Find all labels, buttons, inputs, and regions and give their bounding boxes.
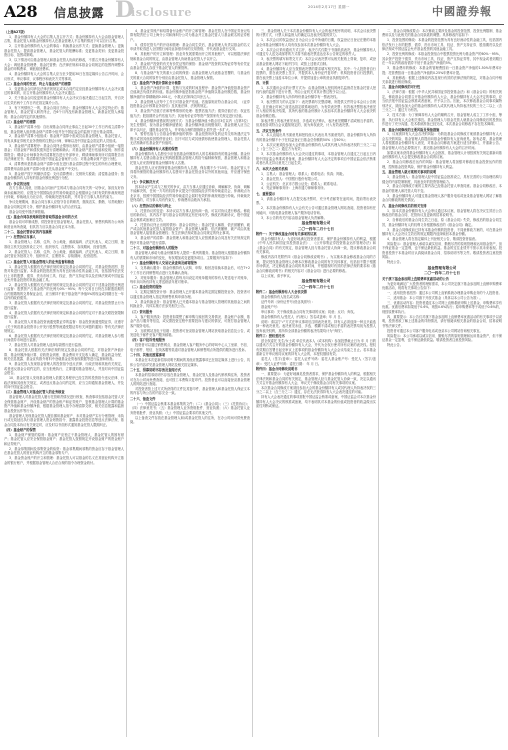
paragraph: 1、法律方面：根据《中华人民共和国证券投资基金法》和《基金合同》的相关规定，修改基金合同需召开基金份额持有人大会，基金份额持有人大会决定的事项，应当依法报中国证监会核准或者备案，并予以公告。因此，本次修改基金合同事项属特别决议，须经参加大会的基金份额持有人或其代理人所持表决权的三分之二以上（含三分之二）通过方为有效。 [382, 90, 502, 113]
paragraph: 基金账户号： [261, 304, 281, 309]
paragraph: 基金份额持有人：为更好地满足投资者需求，保护基金份额持有人的利益，根据《中华人民共和国证券投资基金法》、《公开募集证券投资基金运作管理办法》和《基金合同》的有关规定，基金管理人经与基金托管人协商一致，提议修改基金合同有关事项。 [256, 236, 376, 255]
paragraph: 3、基金资金账户的开立和管理：基金托管人可以基金的名义在其营业机构开立基金的银行账户，并根据基金管理人合法合规的指令办理资金收付。 [4, 456, 124, 465]
paragraph: 2、基金合同修改后运作的风险：基金管理人将加强对修改后基金投资运作的管理，控制基金投资风险，保护基金份额持有人利益。 [382, 160, 502, 169]
paragraph: 2、投资比例的修改：本基金投资组合中股票投资比例为基金资产的60%－95%，其余资产投资于债券、货币市场工具、权证、资产支持证券等，其中现金或者到期日在一年以内的政府债券不低于基金资产净值的5%。 [382, 52, 502, 66]
section-heading: （六）基金份额持有人名册的保管 [130, 146, 178, 151]
paragraph: 8、基金托管人根据有关法律法规的规定及基金合同的约定，对基金资产净值计算、基金份额净值计算、应收资金到账、基金费用开支及收入确定、基金收益分配、相关信息披露、基金宣传推介材料中登载基金业绩表现数据等进行监督和核查。 [4, 348, 124, 362]
paragraph: 2、基金财产清算小组组成：基金财产清算小组成员由基金管理人、基金托管人、具有从事证券相关业务资格的注册会计师、律师以及中国证监会指定的人员组成。 [4, 134, 124, 143]
section-heading: 二十六、备查文件 [130, 396, 156, 401]
section-title-en-initial: D [115, 0, 135, 23]
signature-line: 基金管理有限公司 [301, 279, 331, 284]
paragraph: 基金份额持有人名册至少应包括基金份额持有人的名称和持有的基金份额。基金份额持有人名册由基金登记机构根据基金管理人的指令编制和保管，基金管理人和基金托管人应妥善保管基金份额持有人名册。 [130, 151, 250, 165]
paragraph: 基金合同受中国法律管辖。 [9, 209, 48, 214]
paragraph: 四、重要提示：本公告仅对旗下基金参加网上直销费率优惠活动的有关事项予以说明，投资者欲了解上述基金的详细情况，请仔细阅读相关基金的基金合同、招募说明书等法律文件。 [382, 314, 502, 328]
paragraph: 3、基金份额持有人可通过基金管理人客户服务电话或登录基金管理人网站了解基金合同修改的相关情况。 [382, 193, 502, 203]
paragraph: 6、其他账户的开立和管理：因业务发展需要而开立的其他账户，可以根据法律法规和基金合同的规定，由基金管理人协助基金托管人予以开立。 [130, 52, 250, 61]
section-heading: 六、本次大会相关机构 [256, 166, 288, 171]
paragraph: 一、适用投资者范围：通过本公司网上直销系统办理基金申购业务的个人投资者。 [387, 290, 502, 295]
paragraph: 4、基金证券账户和结算备付金账户的开立和管理：基金托管人在中国证券登记结算有限责任公司上海分公司和深圳分公司为基金开立基金托管人与基金联名的证券账户。 [130, 29, 250, 42]
paragraph: 3、基金资产估值方法和特殊情形的处理：股票估值方法；债券估值方法；权证估值方法；股指期货合约估值方法；其他有价证券等资产按国家有关规定进行估值。 [130, 109, 250, 118]
paragraph: 4、基金管理人将在指定媒体上刊登相关公告，敬请投资者留意。 [387, 236, 479, 241]
page-header [0, 0, 508, 26]
paragraph: 二、基金合同修改要点：本次修改主要涉及基金的投资范围、投资比例限制、基金费用以及与此相关的基金合同条款的调整。具体修改内容如下： [382, 29, 502, 38]
section-heading: （二）基金托管人对基金管理人的业务监督和核查 [4, 259, 75, 264]
section-heading: （上接A27版） [4, 30, 27, 34]
paragraph: 2、基金合同修改方案的主要内容已经基金托管人审查同意。基金合同修改后，本基金的管理人和托管人均不变。 [382, 184, 502, 193]
paragraph: 风险提示：基金管理人承诺以诚实信用、勤勉尽责的原则管理和运用基金资产，但不保证基金一定盈利，也不保证最低收益。基金的过往业绩并不预示其未来表现。投资者投资于本基金时应认真阅读基金合同、招募说明书等文件。敬请投资者注意投资风险。 [382, 241, 502, 260]
section-heading: 四、计票 [256, 80, 269, 85]
paragraph: 特此公告。 [387, 260, 403, 265]
section-heading: （四）客户投诉受理服务 [130, 338, 166, 343]
paragraph: 2、基金募集期间及募集资金的验资：基金募集期间募集的资金应存于基金管理人在基金托管人的营业机构开立的基金募集专户。 [4, 446, 124, 456]
paragraph: 如表决票上的表决意见未选、多选或无法辨认、表决意见模糊不清或相互矛盾的，但其他各项符合会议通知规定的，视为弃权表决，计入有效表决票。 [256, 118, 376, 128]
paragraph: 三、优惠活动内容：投资者通过本公司网上直销系统申购上述基金，申购费率享有优惠。优惠后费率如果低于0.6%，则按0.6%执行；原申购费率等于或低于0.6%的，则按原费率执行。 [382, 300, 502, 314]
paragraph: 投资者可以通过销售网点、基金管理人客户服务中心的呼叫中心人工坐席、书信、电子邮件、短信、在线客服等渠道对基金管理人和销售网点所提供的服务进行投诉。 [130, 343, 250, 352]
paragraph: 审议事项：关于修改基金合同有关事项的议案；同意；反对；弃权。 [261, 309, 357, 314]
paragraph: 基金合同可印制成册，供投资者在基金管理人、基金托管人、销售机构的办公场所和营业场所查阅，但其效力应以基金合同正本为准。 [4, 220, 124, 229]
section-heading: 二十三、对基金份额持有人的服务 [130, 246, 178, 251]
paragraph: 基金托管人应妥善保管基金份额持有人名册，保存期不少于15年。基金托管人不得将所保管的基金份额持有人名册用于基金托管业务以外的其他用途，并应遵守保密义务。 [130, 165, 250, 179]
paragraph: 2、互联网站及电子信箱：投资者可登录基金管理人网站获取基金信息及公告，或发送电子邮件至客户服务邮箱。 [130, 328, 250, 337]
section-heading: （四）争议的处理 [4, 181, 30, 186]
paragraph: 2、召开基金份额持有人大会的事由：转换基金运作方式；更换基金管理人；更换基金托管人；提高基金管理人、基金托管人的报酬标准；变更基金类别；变更基金投资目标、范围或策略。 [4, 44, 124, 58]
paragraph: 因本协议产生或与之相关的争议，双方当事人应通过协商、调解解决，协商、调解不能解决的，任何一方均有权将争议提交中国国际经济贸易仲裁委员会，仲裁地点为北京市，按照中国国际经济贸易仲裁委员会届时有效的仲裁规则进行仲裁。仲裁裁决是终局的，对当事人均有约束力，仲裁费用由败诉方承担。 [130, 184, 250, 203]
paragraph: 1、基金财产清算小组：自出现基金合同终止事由之日起30个工作日内成立清算小组，基金管理人组织基金财产清算小组并在中国证监会的监督下进行基金清算。 [4, 125, 124, 134]
paragraph: 特此公告。 [387, 342, 403, 347]
paragraph: 8、与基金财产有关的重大合同的保管：由基金管理人代表基金签署的、与基金有关的重大合同的原件分别应由基金托管人、基金管理人保管。 [130, 71, 250, 80]
paragraph: 1、托管协议的变更：本协议双方当事人经协商一致，可以对协议进行修改。修改后的新协议，其内容不得与基金合同的规定有任何冲突。修改后的新协议，报中国证监会核准或备案后生效。 [130, 208, 250, 222]
paragraph: 1、基金财产保管的原则：基金财产应独立于基金管理人、基金托管人的固有财产；基金托管人应安全保管基金财产；基金托管人按照规定开设基金财产的资金账户和证券账户。 [4, 433, 124, 446]
text-column-3 [256, 29, 376, 740]
paragraph: 1、议案被持有人大会否决的风险：为防范基金合同修改方案被基金份额持有人大会否决的风险，基金管理人将提前向基金份额持有人征询意见。如有必要，基金管理人将根据基金份额持有人意见，对基金合同修改方案进行适当的修订，并重新公告。基金管理人可在必要情况下，推迟基金份额持有人大会的召开时间。 [382, 132, 502, 150]
signature-line: 基金管理有限公司 [427, 265, 457, 270]
paragraph: 2、技术方面：为了保障持有人大会的顺利召开，基金管理人成立了工作小组，筹备、执行持有人大会相关事宜。基金管理人与基金托管人就基金合同修改后的投资运作进行了充分沟通，技术系统准备已经完成，本次基金合同修改不存在技术障碍。 [382, 113, 502, 127]
paragraph: （一）中国证监会核准本基金募集的文件；（二）《基金合同》；（三）《托管协议》；（四）法律意见书；（五）基金管理人业务资格批件、营业执照；（六）基金托管人业务资格批件、营业执照；（七）中国证监会要求的其他文件。 [130, 401, 250, 415]
paragraph: 2、本次会议采用通讯方式召开，表决方式仅限于书面纸质表决，基金份额持有人可通过专人送交或邮寄的方式将书面表决票送达至本公告规定的收件人。 [256, 47, 376, 57]
paragraph: 1、交易确认服务：基金份额持有人认购、申购、赎回及转换本基金后，可在T+2个工作日后到销售网点进行交易确认查询。 [130, 266, 250, 275]
section-heading: 附件四：基金合同修改说明书 [256, 367, 298, 372]
paragraph: 1、基金托管人根据有关法律法规的规定及基金合同的约定，对基金投资范围、投资对象进行监督。本基金的投资范围为具有良好流动性的金融工具，包括国内依法发行上市的股票、债券、货币市场工具、权证、资产支持证券以及法律法规或中国证监会允许基金投资的其他金融工具。 [4, 264, 124, 283]
text-column-1 [4, 29, 124, 740]
paragraph: 对投资者按上述方式所获得的文件及其复印件，基金管理人和基金托管人保证文本的内容与所公告的内容完全一致。 [130, 386, 250, 396]
paragraph: 3、基金托管人根据有关法律法规的规定及基金合同的约定，对基金投资禁止行为进行监督。 [4, 301, 124, 310]
section-heading: （一）托管协议当事人 [4, 235, 36, 240]
paragraph: 2、基金托管人：中国银行股份有限公司。 [261, 176, 321, 181]
paragraph: 2、本次基金份额持有人大会有关公告可通过基金管理人网站查阅，投资者如有任何疑问，可致电基金管理人客户服务电话咨询。 [256, 206, 376, 215]
section-heading: 四、基金合同修改的主要风险及预备措施 [382, 127, 440, 132]
section-heading: 五、决议生效条件 [256, 128, 282, 133]
paragraph: 4、见证律师事务所：上海市通力律师事务所。 [261, 186, 327, 191]
paragraph: 本次基金合同修改方案须经参加大会的基金份额持有人或其代理人所持表决权的三分之二以上（含三分之二）通过，存在无法获得持有人大会表决通过的可能。 [256, 386, 376, 395]
paragraph: 3、有下列情形之一的，基金合同应当终止：基金份额持有人大会决定终止的；基金管理人、基金托管人职责终止，在6个月内没有新基金管理人、新基金托管人承接的；基金合同约定的其他情形。 [4, 105, 124, 119]
paragraph: 1、基金资产净值的计算、复核与完成的时间及程序：基金资产净值是指基金资产总值减去负债后的价值。基金份额净值是指基金资产净值除以基金份额总数，基金份额净值的计算精确到0.001元，小数点后第四位四舍五入。 [130, 85, 250, 99]
section-heading: （八）托管协议的修改与终止 [130, 203, 172, 208]
section-heading: （五）基金资产净值计算和会计核算 [130, 80, 181, 85]
paragraph: 7、基金托管人对基金管理人选择存款银行进行监督。 [9, 343, 85, 348]
paragraph: 2、关于基金合同变更的基金份额持有人大会决议自表决通过之日起生效，并自决议生效后两个工作日内在指定媒介公告。 [4, 96, 124, 105]
section-heading: （七）争议解决方式 [130, 180, 159, 184]
paragraph: 1、基金管理人：基金管理人经中国证监会批准设立，具有完善的公司治理结构与健全的内部控制制度，具备良好的投资管理能力。 [382, 175, 502, 184]
paragraph: 3、表决票效力的认定如下：表决票填写完整清晰，所提供文件符合本会议公告规定，且在截止时间之前送达指定联系地址的，为有效表决票；有效表决票按表决意见计入相应的表决结果，其所代表的基金份额计入参加本次基金份额持有人大会表决的基金份额总数。 [256, 100, 376, 118]
section-heading: 二十二、基金托管协议的内容摘要 [4, 230, 52, 235]
paragraph: 争议处理期间，基金合同当事人应恪守各自的职责，继续忠实、勤勉、尽责地履行基金合同规定的义务，维护基金份额持有人的合法权益。 [4, 200, 124, 209]
paragraph: 5、基金托管人对基金投资流通受限证券的监督：基金投资流通受限证券，应遵守《关于规范基金投资非公开发行股票等流通受限证券有关问题的通知》等有关法律法规规定。 [4, 320, 124, 334]
paragraph: 3、以下情况可由基金管理人和基金托管人协商后修改，不需召开基金份额持有人大会：调低基金管理费、基金托管费；在法律法规和本基金合同规定的范围内调整本基金的申购费率、调低赎回费率。 [4, 58, 124, 72]
paragraph: 1、本人直接出具书面意见和授权他人代表出具书面意见的，基金份额持有人所持有的基金份额不小于在权益登记日基金总份额的50%（含50%）； [256, 133, 376, 142]
paragraph: 以上备查文件存放在基金管理人和/或基金托管人的住所，在办公时间可供免费查阅。 [130, 415, 250, 425]
paragraph: 6、基金托管人根据有关法律法规的规定及基金合同的约定，对基金管理人参与银行间债券市场进行监督。 [4, 334, 124, 343]
paragraph: 为更好地满足广大投资者的理财需求，本公司决定旗下基金参加网上直销申购费率优惠活动，现将有关事项公告如下： [382, 281, 502, 290]
page-number: A28 [4, 2, 38, 21]
paragraph: 4、其他修改：根据上述修改内容及现行有效的法律法规的规定，对基金合同中相关条款进行相应修改。 [382, 75, 502, 84]
paragraph: 1、召集人：基金管理人；联系人；联系电话；传真；网址。 [261, 171, 346, 176]
paragraph: 2、本次议案须经参加大会的基金份额持有人或其代理人所持表决权的三分之二以上（含三分之二）通过方为有效； [256, 142, 376, 152]
paragraph: 2、基金托管人根据有关法律法规的规定及基金合同的约定对下述基金投资比例进行监督：股票资产占基金资产的比例为0%－95%；每个交易日日终在扣除股指期货合约需缴纳的交易保证金后，应当保持不低于基金资产净值5%的现金或到期日在一年以内的政府债券。 [4, 283, 124, 301]
paragraph: 3、基金财产的清算：基金管理人和基金托管人应按照基金合同及有关法规规定的程序对基金财产进行清算。 [130, 236, 250, 245]
paragraph: 本基金的招募说明书存放在基金管理人、基金托管人及基金代销机构住所，投资者可在办公时间免费查阅，也可按工本费购买复印件。投资者也可以直接登录基金管理人的网站进行查阅。 [130, 373, 250, 387]
paragraph: 证件号码（身份证件号/营业执照号）： [261, 299, 315, 304]
paragraph: 3、基金财产清算程序：基金合同终止情形出现时，由基金财产清算小组统一接管基金；对基金财产和债权债务进行清理和确认；对基金财产进行估值和变现；制作清算报告；聘请会计师事务所对清算报告进行外部审计，聘请律师事务所对清算报告出具法律意见书；将清算报告报中国证监会备案并公告；对基金剩余财产进行分配。 [4, 143, 124, 162]
text-column-2 [130, 29, 250, 740]
paragraph: 3、表决票的填写和寄交方式：本次会议表决票可从相关报纸上剪裁、复印，或登录基金管理人网站下载并打印，或按上述格式自制。 [256, 57, 376, 66]
paragraph: 1、请基金份额持有人在提交表决票时，充分考虑邮寄在途时间，提前寄出表决票。 [256, 196, 376, 206]
paragraph: 2、对账单服务：基金管理人将每月向设定对账单服务的持有人寄送电子对账单，每年末向所有持有人寄送纸质年度对账单。 [130, 275, 250, 285]
paragraph: 修改内容详见附件四《基金合同修改说明书》。为实施本基金修改基金合同的方案，提议授权基金管理人办理本次修改基金合同的有关具体事宜，包括但不限于根据市场情况，决定修改基金合同的具体时间，并根据现时有效的法律法规的要求和《基金合同修改说明书》的相关内容对《基金合同》进行必要的修改。 [256, 255, 376, 273]
paragraph: 以上议案，请予审议。 [261, 273, 293, 278]
paragraph: 4、基金托管人依据有关法律法规的规定和基金合同的约定对于基金关联投资限制进行监督。 [4, 310, 124, 320]
paragraph: 投资者可通过本公司客户服务电话或登录本公司网站咨询相关事宜。 [387, 328, 483, 333]
paragraph: 1、基金管理人；名称、住所、办公地址、邮政编码、法定代表人、成立日期、批准设立机关及批准设立文号、组织形式、注册资本、存续期间、经营范围。 [4, 240, 124, 249]
paragraph: 9、基金托管人发现基金管理人的投资指令违反法律、行政法规和其他有关规定，或者违反基金合同约定的，应当拒绝执行，立即通知基金管理人，并及时向中国证监会报告。 [4, 362, 124, 376]
paragraph: 1、本次会议的权益登记日为会议公告中所载的日期，权益登记日登记在册的本基金全体基金份额持有人均有权参加本次基金份额持有人大会。 [256, 38, 376, 47]
section-heading: （三）资讯服务 [130, 309, 153, 314]
paragraph: 基金管理人发现基金托管人擅自挪用基金财产、未对基金财产实行分账管理、未执行或无故延迟执行基金管理人资金划拨指令、泄露基金投资信息等违反法律法规、基金合同及本协议有关规定时，应及时以书面形式通知基金托管人限期纠正。 [4, 413, 124, 427]
section-title: 信息披露 [54, 6, 105, 20]
section-heading: 六、基金合同修改后的相关安排 [382, 203, 427, 208]
paragraph: 2、基金管理人应每个工作日对基金资产估值。估值原则应符合基金合同、《证券投资基金会计核算业务指引》及其他法律、法规的规定。 [130, 99, 250, 109]
paragraph: 三、基金管理人关于本次基金份额持有人大会的表决程序的说明，本次会议表决票的计票方式、计票人和监督人的确定以及表决结果的效力。 [256, 29, 376, 38]
paragraph: 基金管理人承诺为基金份额持有人提供一系列的服务。基金管理人根据基金份额持有人的需要和市场的变化，有权增加或变更服务项目。主要服务内容如下： [130, 251, 250, 260]
paragraph: 2、基金托管人；名称、住所、办公地址、邮政编码、法定代表人、成立日期、基金托管业务批准文号、组织形式、注册资本、存续期间、经营范围。 [4, 249, 124, 259]
section-heading: 附件二：基金份额持有人大会表决票 [256, 289, 307, 294]
paragraph: 5、暂停估值与公告基金份额净值的情形：基金投资所涉及的证券交易所遇法定节假日或因其他原因暂停营业时；因不可抗力或其他情形致使基金管理人、基金托管人无法准确评估基金资产价值时。 [130, 132, 250, 146]
section-heading: （一）基金份额持有人交易记录查询及邮寄服务 [130, 261, 197, 266]
paragraph: 委托人（签字/盖章）：委托人证件号码：委托人基金账户号：受托人（签字/盖章）：受托人证件号码：委托日期： 年 月 日。 [256, 357, 376, 366]
signature-line: 二〇一四年二月十七日 [424, 271, 460, 276]
paragraph: 基金份额持有人姓名或名称： [261, 294, 303, 299]
section-heading: （二）基金投资的服务 [130, 285, 162, 290]
paragraph: 如果议案未获得基金份额持有人大会批准，基金管理人计划按照有关规定重新向基金份额持有人大会提交修改基金合同的议案。 [382, 150, 502, 160]
section-heading: 附件一：关于修改基金合同有关事项的议案 [256, 232, 317, 237]
paragraph: 5、债券托管专户的开设和管理：基金合同生效后，基金管理人负责以基金的名义申请并取得进入全国银行间同业拆借市场的交易资格，并代表基金进行交易。 [130, 42, 250, 52]
paragraph: 3、基金费用的修改：本基金的管理费按前一日基金资产净值的1.50%年费率计提；托管费按前一日基金资产净值的0.25%年费率计提。 [382, 66, 502, 75]
paragraph: 本基金在本次更新招募说明书期间的其他应披露事项已在指定媒体上进行公告，具体公告内容详见基金管理人网站及相关指定媒体。 [130, 358, 250, 367]
paragraph: 4、基金份额持有人应当按照表决票的要求填写相关内容，其中：个人投资者自行投票的，需在表决票上签字，并提供本人身份证件复印件；机构投资者自行投票的，需在表决票上加盖本单位公章，并提供加盖公章的营业执照复印件。 [256, 66, 376, 80]
paragraph: 2、自修改后的基金合同生效之日起，原《基金合同》失效，修改后的基金合同生效，基金份额持有人的权利义务根据修改后的《基金合同》确定。 [382, 218, 502, 227]
paragraph: 3、本公告的有关内容由基金管理人负责解释。 [261, 215, 327, 220]
paragraph: 3、基金合同修改前已持有本基金份额的投资者，不同意修改方案的，可在基金份额持有人大会决议生效后的规定期限内选择赎回本基金份额。 [382, 227, 502, 236]
paragraph: 二、适用基金：本公司旗下开放式基金（具体以本公司公告为准）。 [387, 295, 483, 300]
section-heading: （五）基金合同存放地和投资者取得基金合同的方式 [4, 215, 78, 220]
signature-line: 二〇一四年二月十七日 [298, 226, 334, 231]
paragraph: 10、基金托管人发现基金管理人依据交易程序已经生效的投资指令违反法律、行政法规和其他有关规定，或者违反基金合同约定的，应当立即通知基金管理人，并及时向中国证监会报告。 [4, 376, 124, 389]
paragraph: 兹全权委托 先生/女士或 单位代表本人（或本机构）参加投票截止日为 年 月 日的以通讯方式召开的基金份额持有人大会，并代为全权行使对所有议案的表决权。授权有效期自签署日起至审议上述事项的基金份额持有人大会会议结束之日止。若本基金重新召开审议相同议案的持有人大会的，本授权继续有效。 [256, 339, 376, 357]
paragraph: 基金管理人对基金托管人履行托管职责情况进行核查，核查事项包括基金托管人安全保管基金财产、开设基金财产的资金账户和证券账户、复核基金管理人计算的基金资产净值和基金份额净值、根据基金管理人指令办理清算交收、相关信息披露和监督基金投资运作等行为。 [4, 395, 124, 413]
section-heading: （三）基金管理人对基金托管人的业务核查 [4, 390, 65, 395]
signature-line: 基金管理有限公司 [301, 221, 331, 226]
paragraph: 基金份额持有人/受托人（代理人）签名或盖章；年 月 日。 [261, 314, 344, 319]
header-rule [4, 24, 504, 25]
section-heading: 五、基金管理人就方案相关事项的说明 [382, 170, 437, 175]
paragraph: 7、基金财产投资的有关有价凭证等的保管：基金财产投资的实物证券等有价凭证由基金托管人存放于基金托管人的保管库。 [130, 61, 250, 71]
paragraph: 1、本次通讯会议的计票方式为：由基金管理人授权的两名监督员在基金托管人授权代表的监督下进行计票，并由公证机关对其计票过程予以公证。 [256, 85, 376, 95]
section-heading: 二十五、招募说明书存放及查阅方式 [130, 368, 181, 373]
section-heading: （二）基金合同的变更、终止与基金财产的清算 [4, 81, 71, 86]
paragraph: 3、本次基金份额持有人大会决议通过的事项，本基金管理人自通过之日起五日内报中国证监会核准或者备案，基金份额持有人大会决定的事项自中国证监会依法核准或者出具无异议意见之日起生效。 [256, 152, 376, 166]
paragraph: 风险提示：本公司承诺以诚实信用、勤勉尽责的原则管理和运用基金资产，但不保证基金一定盈利，也不保证最低收益。敬请投资者注意投资风险。 [382, 333, 502, 342]
paragraph: 1、变更基金合同涉及法律法规规定或本合同约定应经基金份额持有人大会决议通过的事项的，应召开基金份额持有人大会决议通过。 [4, 86, 124, 96]
paragraph: 4、基金份额持有人大会的召集人应当至少提前30日在指定媒体公告召开时间、会议形式、审议事项、议事程序和表决方式等事项。 [4, 72, 124, 81]
text-column-4 [382, 29, 502, 740]
paragraph: 各方当事人同意，因基金合同而产生的或与基金合同有关的一切争议，如经友好协商未能解决的，应提交中国国际经济贸易仲裁委员会根据该会当时有效的仲裁规则进行仲裁，仲裁地点为北京市，仲裁裁决是终局的，并对各方当事人具有约束力。 [4, 186, 124, 200]
paragraph: 持有人大会表决通过的事项需报中国证监会核准或备案，中国证监会对本次基金份额持有人大会决议的核准或备案，均不表明其对本基金的价值或投资者的收益做出实质性判断或保证。 [256, 395, 376, 409]
section-heading: 关于旗下基金参加网上直销费率优惠活动的公告 [382, 276, 449, 281]
paragraph: 1、定期定额投资计划：基金管理人已开通本基金的定期定额投资业务，投资者可以通过基金管理人指定的销售机构申请办理。 [130, 290, 250, 299]
section-heading: 二十四、其他应披露事项 [130, 353, 166, 358]
paragraph: 1、客户服务热线：投资者如果想了解申购与赎回的交易情况、基金账户余额、基金产品与服务等信息，或反馈投资过程中需要投诉与建议的情况，可拨打基金管理人客户服务电话。 [130, 314, 250, 328]
section-heading: 附件三：授权委托书 [256, 334, 285, 339]
signature-line: 二〇一四年二月十七日 [298, 284, 334, 289]
section-heading: 七、重要提示 [256, 191, 276, 196]
paragraph: 3、公证机关：北京市方圆公证处；联系人；联系电话。 [261, 181, 340, 186]
paragraph: 5、基金财产按下列顺序清偿：支付清算费用；交纳所欠税款；清偿基金债务；按基金份额持有人持有的基金份额比例进行分配。 [4, 171, 124, 181]
newspaper-masthead: 中國證券報 [432, 5, 492, 18]
paragraph: 2、托管协议终止出现的情形：基金合同终止；基金托管人解散、依法被撤销、破产或由其他基金托管人接管基金资产；基金管理人解散、依法被撤销、破产或由其他基金管理人接管基金管理权；发生法律法规或基金合同规定的终止事项。 [130, 222, 250, 236]
paragraph: 2、基金份额持有人所持每份基金份额享有一票表决权。 [261, 95, 340, 100]
section-heading: 三、基金合同修改的可行性 [382, 85, 421, 90]
section-title-en: isclosure [131, 6, 192, 19]
paragraph: 1、投资范围的修改：本基金的投资范围为具有良好流动性的金融工具，包括国内依法发行上市的股票、债券、货币市场工具、权证、资产支持证券、股指期货以及法律法规或中国证监会允许基金投资的其他金融工具。 [382, 38, 502, 52]
article-columns [4, 29, 505, 740]
section-heading: （三）基金财产的清算 [4, 120, 36, 125]
paragraph: 2、基金转换业务：基金管理人已开通本基金与基金管理人管理的其他基金之间的转换业务，具体实施方法参见相关公告。 [130, 299, 250, 309]
paragraph: 1、如本次基金份额持有人大会审议通过本议案，基金管理人将在决议生效后公告修改后的基金合同、托管协议及更新的招募说明书。 [382, 208, 502, 218]
paragraph: 4、基金份额净值错误的处理方式：当基金份额净值小数点后3位以内（含第3位）发生差错时，视为基金份额净值错误；基金份额净值出现错误时，基金管理人应当立即予以纠正，通报基金托管人，并采取合理的措施防止损失进一步扩大。 [130, 118, 250, 132]
paragraph: 1、基金份额持有人大会的召集人及召开方式；基金份额持有人大会由基金管理人召集，基金托管人和基金份额持有人在基金管理人不召集的情况下可以自行召集。 [4, 34, 124, 44]
paragraph: 一、重要提示：为更好地满足投资者需求，保护基金份额持有人的利益，根据相关法律法规和基金合同的有关规定，基金管理人经与基金托管人协商一致，决定以通讯方式召开基金份额持有人大会，审议关于修改基金合同有关事项的议案。 [256, 372, 376, 386]
paragraph: 4、清算费用是指基金财产清算小组在进行基金清算过程中发生的所有合理费用，清算费用由基金财产清算小组优先从基金财产中支付。 [4, 162, 124, 171]
dateline: 2014年2月17日 星期一 [308, 5, 350, 9]
section-heading: （四）基金财产的保管 [4, 428, 36, 433]
paragraph: 说明：请以打"√"方式在审议事项后注明表决意见。持有人必须选择一种且只能选择一种表决意见。表决意见未选、多选、模糊不清或相互矛盾的表决票均视为投票人放弃表决权利，其所持全部基金份额的表决结果均计为"弃权"。 [256, 319, 376, 333]
